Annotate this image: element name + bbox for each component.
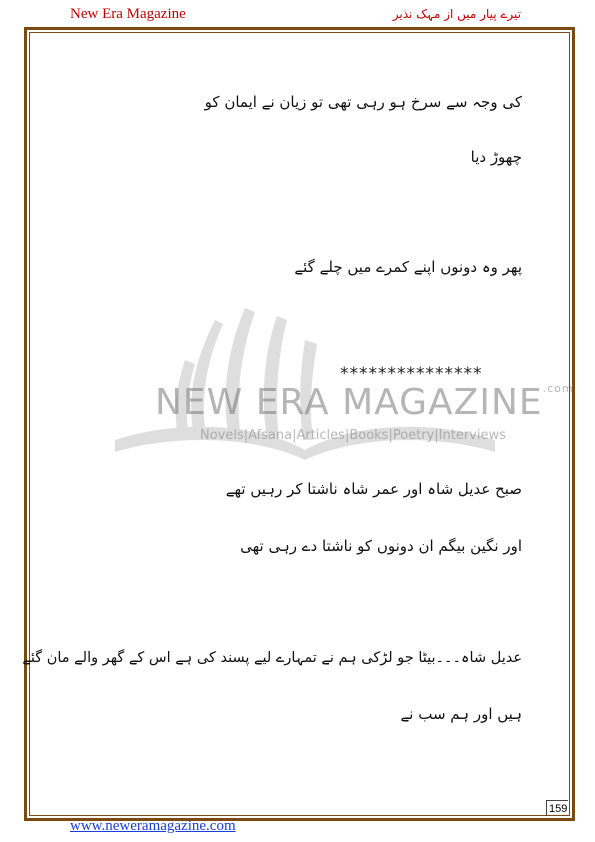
watermark-title: NEW ERA $MAGAZINE^{.com}$ [155,382,574,423]
body-line-3: پھر وہ دونوں اپنے کمرے میں چلے گئے [294,258,522,276]
body-line-1: کی وجہ سے سرخ ہو رہی تھی تو زیان نے ایمان کو [204,93,522,111]
watermark-subtitle: Novels|Afsana|Articles|Books|Poetry|Interviews [200,428,506,443]
novel-title: تیرے پیار میں از مہک نذیر [392,7,521,21]
body-line-4: صبح عدیل شاہ اور عمر شاہ ناشتا کر رہیں تھے [225,480,522,498]
body-line-2: چھوڑ دیا [470,148,522,166]
section-separator: *************** [340,364,483,384]
page-number: 159 [546,800,568,816]
body-line-7: ہیں اور ہم سب نے [400,705,522,723]
footer-website-link[interactable]: www.neweramagazine.com [70,818,236,834]
magazine-name: New Era Magazine [70,6,186,22]
body-line-6: عدیل شاہ۔۔۔بیٹا جو لڑکی ہم نے تمہارے لیے پسند کی ہے اس کے گھر والے مان گئے [22,650,522,666]
body-line-5: اور نگین بیگم ان دونوں کو ناشتا دے رہی تھی [240,537,522,555]
